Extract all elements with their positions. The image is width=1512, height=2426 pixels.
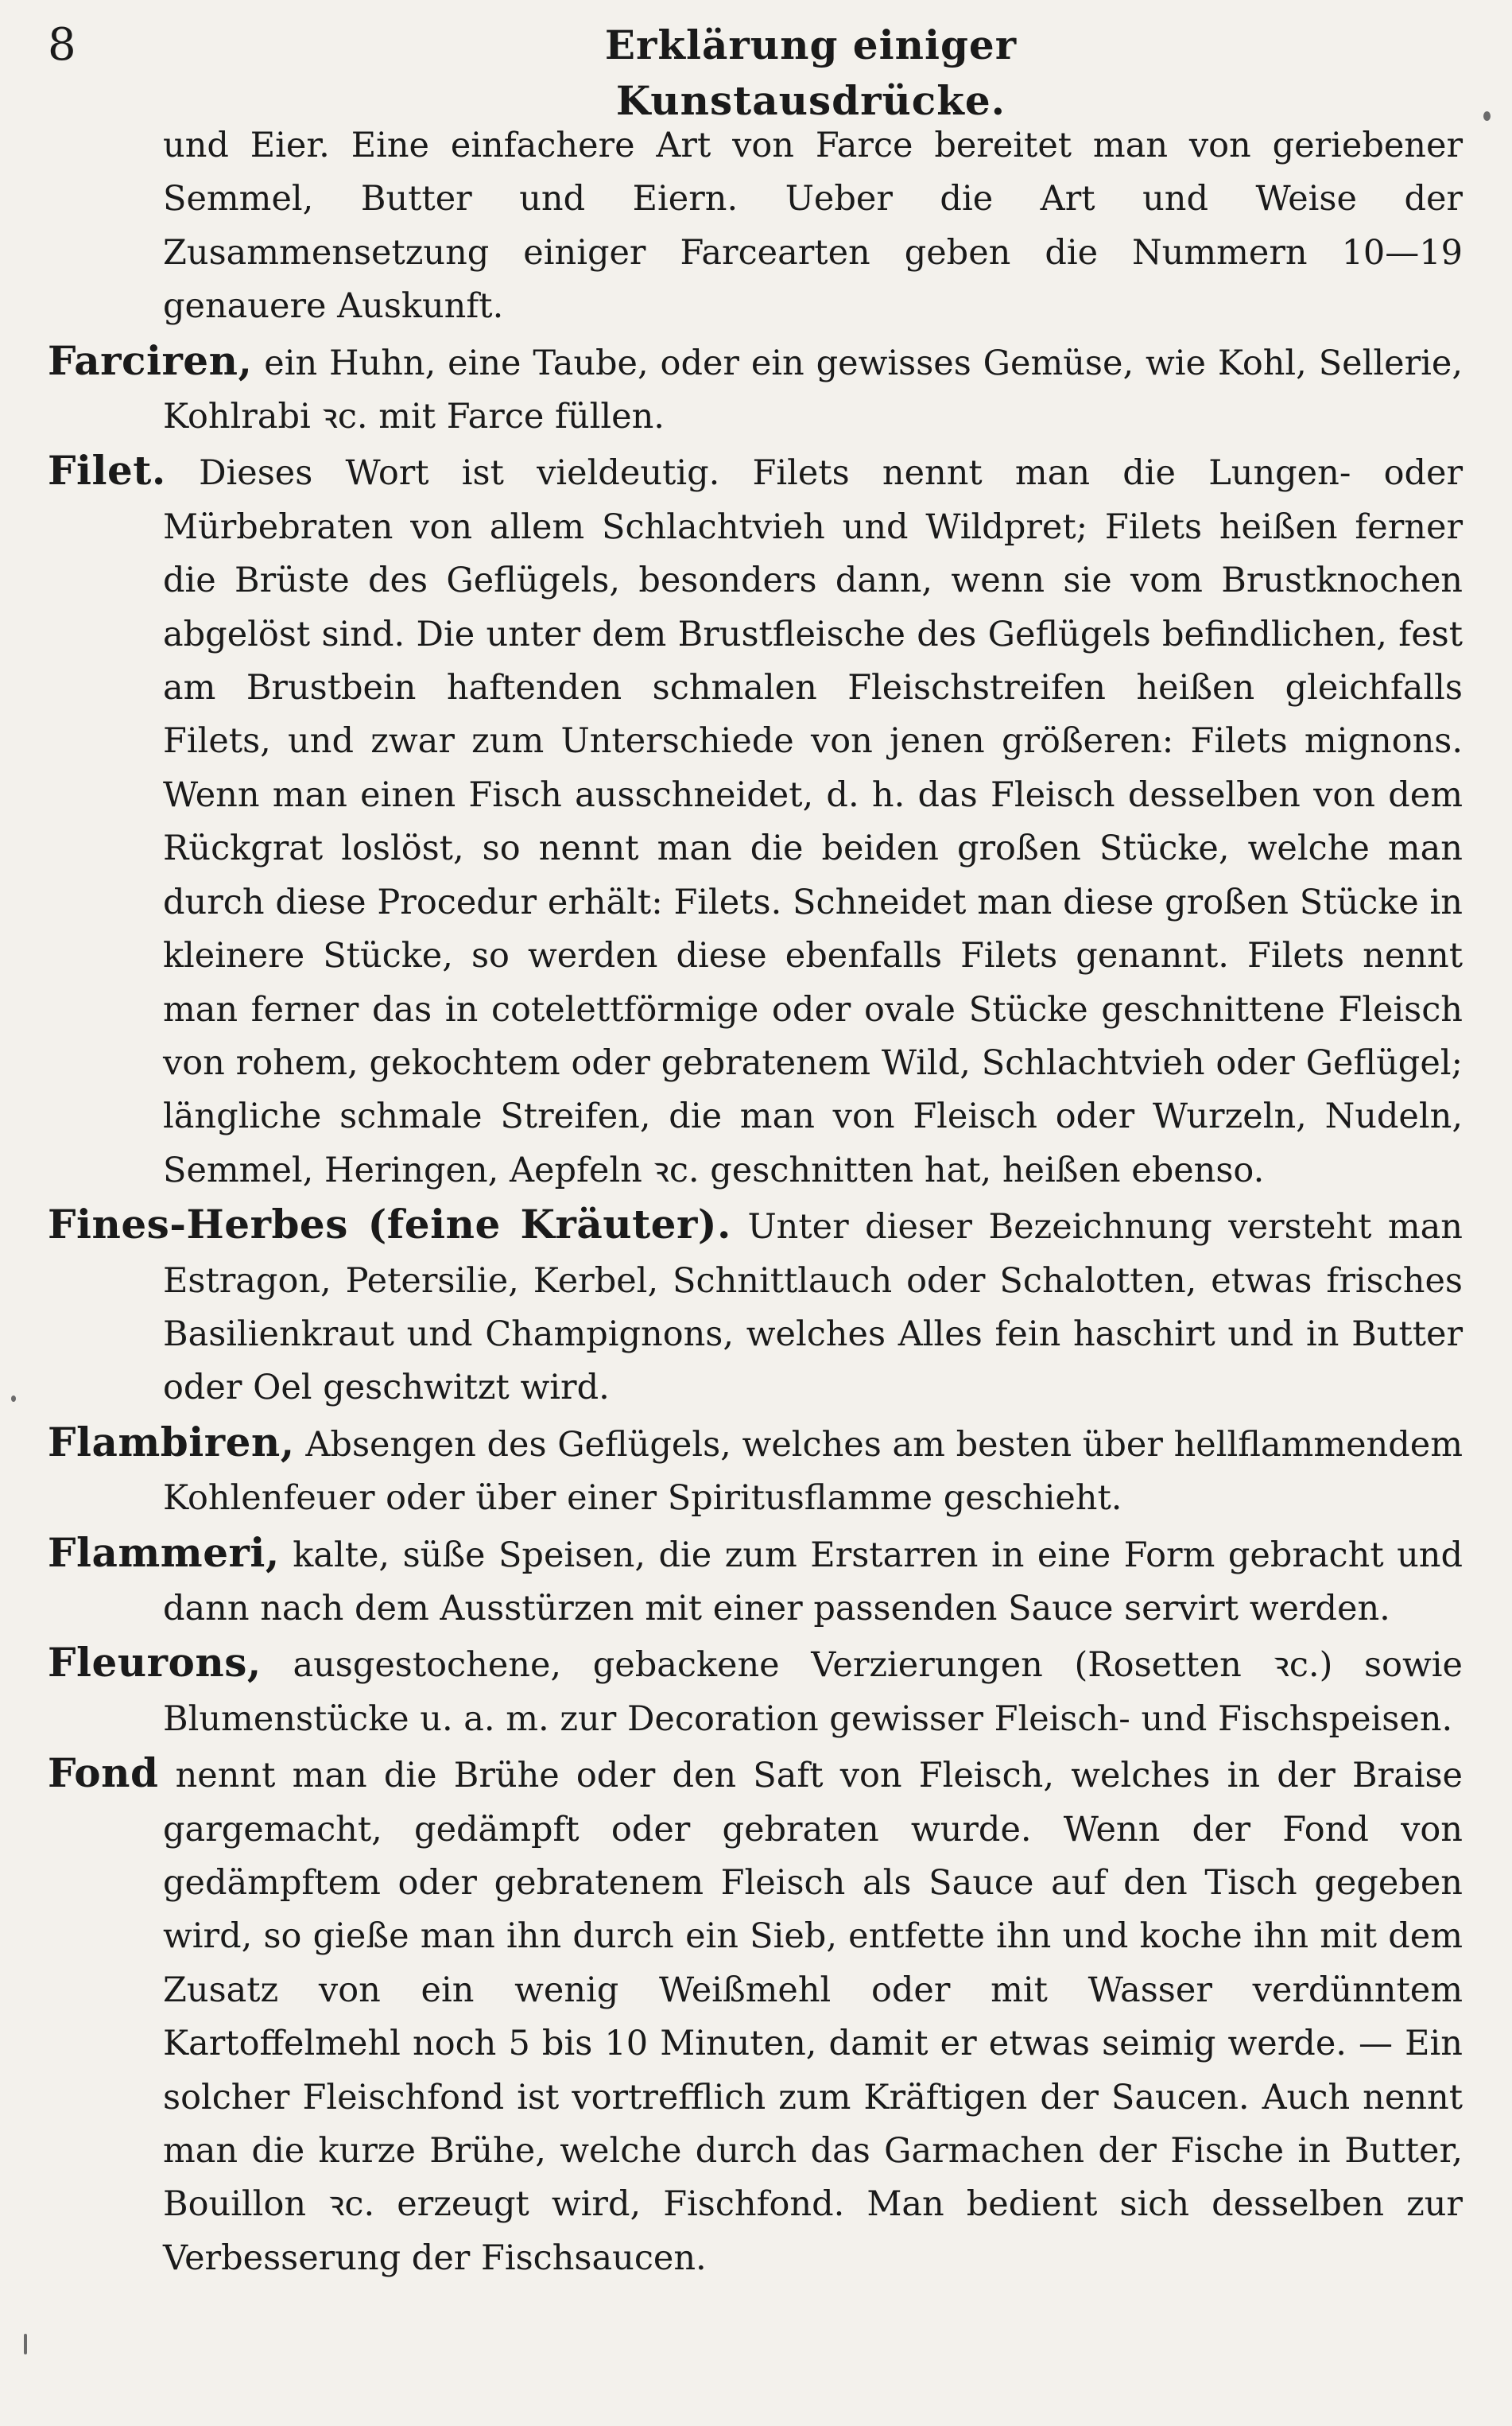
entry-filet (48, 444, 1463, 1197)
entry-term: Fond (48, 1749, 159, 1797)
entry-text: kalte, süße Speisen, die zum Erstarren in eine Form gebracht und dann nach dem Ausstürzen mit einer passenden Sauce servirt werden. (163, 1535, 1463, 1628)
entry-text: ein Huhn, eine Taube, oder ein gewisses Gemüse, wie Kohl, Sellerie, Kohlrabi ꝛc. mit Farce füllen. (163, 343, 1464, 437)
page-header (48, 17, 1487, 124)
print-speck (24, 2334, 27, 2354)
entry-term: Fleurons, (48, 1639, 262, 1687)
entry-farciren (48, 334, 1463, 444)
running-title: Erklärung einiger Kunstausdrücke. (604, 21, 1018, 124)
entry-term: Filet. (48, 447, 166, 495)
entry-term: Farciren, (48, 336, 253, 384)
entry-fines-herbes (48, 1197, 1463, 1415)
print-speck (1483, 111, 1491, 121)
page-number: 8 (48, 19, 76, 71)
entry-fond (48, 1746, 1463, 2285)
glossary-text (48, 119, 1463, 2285)
entry-term: Fines-Herbes (feine Kräuter). (48, 1201, 731, 1248)
print-speck (11, 1395, 16, 1402)
entry-flambiren (48, 1415, 1463, 1526)
entry-flammeri (48, 1526, 1463, 1636)
entry-text: ausgestochene, gebackene Verzierungen (Rosetten ꝛc.) sowie Blumenstücke u. a. m. zur Decoration gewisser Fleisch- und Fischspeisen. (163, 1645, 1463, 1739)
entry-fleurons (48, 1636, 1463, 1746)
entry-text: Absengen des Geflügels, welches am besten über hellflammendem Kohlenfeuer oder über einer Spiritusflamme geschieht. (163, 1424, 1463, 1519)
entry-term: Flammeri, (48, 1528, 280, 1576)
entry-text: Dieses Wort ist vieldeutig. Filets nennt man die Lungen- oder Mürbebraten von allem Schlachtvieh und Wildpret; Filets heißen ferner die Brüste des Geflügels, besonders dann, wenn sie vom Brustknochen abgelöst sind. Die unter dem Brustfleische des Geflügels befindlichen, fest am Brustbein haftenden schmalen Fleischstreifen heißen gleichfalls Filets, und zwar zum Unterschiede von jenen größeren: Filets mignons. Wenn man einen Fisch ausschneidet, d. h. das Fleisch desselben von dem Rückgrat loslöst, so nennt man die beiden großen Stücke, welche man durch diese Procedur erhält: Filets. Schneidet man diese großen Stücke in kleinere Stücke, so werden diese ebenfalls Filets genannt. Filets nennt man ferner das in cotelettförmige oder ovale Stücke geschnittene Fleisch von rohem, gekochtem oder gebratenem Wild, Schlachtvieh oder Geflügel; längliche schmale Streifen, die man von Fleisch oder Wurzeln, Nudeln, Semmel, Heringen, Aepfeln ꝛc. geschnitten hat, heißen ebenso. (163, 453, 1464, 1190)
entry-text: Unter dieser Bezeichnung versteht man Estragon, Petersilie, Kerbel, Schnittlauch oder Schalotten, etwas frisches Basilienkraut und Champignons, welches Alles fein haschirt und in Butter oder Oel geschwitzt wird. (163, 1207, 1463, 1408)
entry-farce-continuation (48, 119, 1463, 334)
entry-text: nennt man die Brühe oder den Saft von Fleisch, welches in der Braise gargemacht, gedämpft oder gebraten wurde. Wenn der Fond von gedämpftem oder gebratenem Fleisch als Sauce auf den Tisch gegeben wird, so gieße man ihn durch ein Sieb, entfette ihn und koche ihn mit dem Zusatz von ein wenig Weißmehl oder mit Wasser verdünntem Kartoffelmehl noch 5 bis 10 Minuten, damit er etwas seimig werde. — Ein solcher Fleischfond ist vortrefflich zum Kräftigen der Saucen. Auch nennt man die kurze Brühe, welche durch das Garmachen der Fische in Butter, Bouillon ꝛc. erzeugt wird, Fischfond. Man bedient sich desselben zur Verbesserung der Fischsaucen. (163, 1756, 1464, 2278)
entry-term: Flambiren, (48, 1418, 295, 1465)
entry-text: und Eier. Eine einfachere Art von Farce bereitet man von geriebener Semmel, Butter und Eiern. Ueber die Art und Weise der Zusammensetzung einiger Farcearten geben die Nummern 10—19 genauere Auskunft. (163, 126, 1463, 327)
